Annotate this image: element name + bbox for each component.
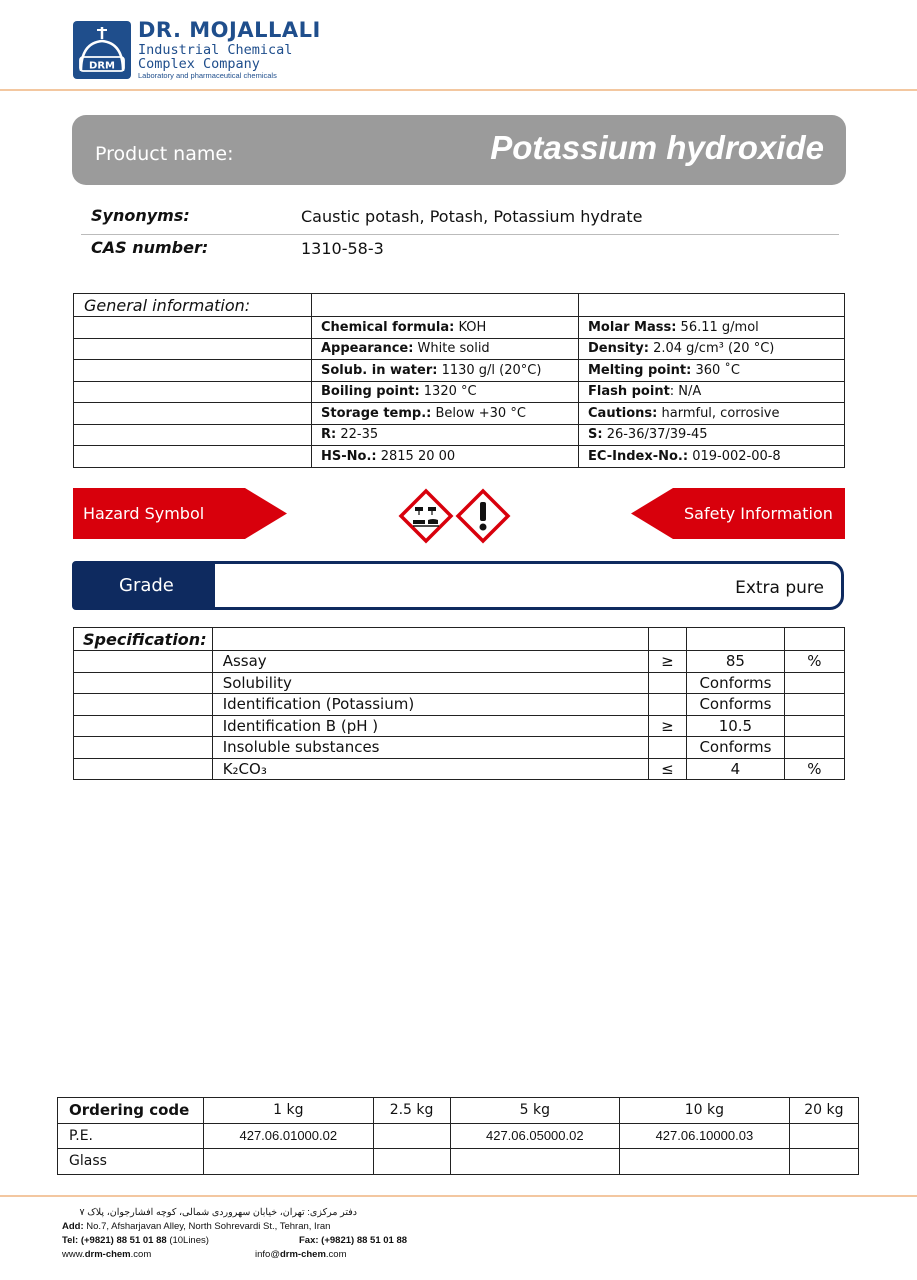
cas-label: CAS number:: [91, 238, 209, 257]
property-key: Density:: [588, 341, 649, 357]
table-row: [74, 338, 845, 360]
table-row: [74, 317, 845, 339]
company-tagline: Laboratory and pharmaceutical chemicals: [138, 71, 277, 80]
spec-operator: [648, 737, 687, 759]
spec-name: Solubility: [212, 672, 648, 694]
company-name: DR. MOJALLALI: [138, 18, 321, 42]
general-info-header: General information:: [74, 294, 312, 317]
safety-information-banner: [631, 488, 845, 539]
footer-divider: [0, 1195, 917, 1197]
header-divider: [0, 89, 917, 91]
specification-header: Specification:: [74, 628, 213, 651]
size-header: 1 kg: [204, 1098, 374, 1124]
table-row: [74, 694, 845, 716]
ordering-header-row: [58, 1098, 859, 1124]
spec-value: Conforms: [687, 694, 785, 716]
spec-value: 4: [687, 758, 785, 780]
specification-header-row: [74, 628, 845, 651]
spec-unit: [784, 694, 844, 716]
synonyms-divider: [81, 234, 839, 235]
spec-name: K₂CO₃: [212, 758, 648, 780]
table-row: [74, 403, 845, 425]
grade-label-block: [75, 564, 215, 607]
company-line-2: Complex Company: [138, 56, 260, 72]
table-row: [74, 424, 845, 446]
company-line-1: Industrial Chemical: [138, 42, 293, 58]
property-value: 1130 g/l (20°C): [437, 362, 542, 378]
property-value: 56.11 g/mol: [676, 319, 759, 335]
property-key: Chemical formula:: [321, 319, 455, 335]
footer-email[interactable]: info@drm-chem.com: [255, 1249, 347, 1260]
property-key: HS-No.:: [321, 448, 377, 464]
property-value: KOH: [454, 319, 487, 335]
packaging-label: P.E.: [58, 1123, 204, 1149]
property-value: 26-36/37/39-45: [602, 427, 708, 443]
hazard-symbol-banner: [73, 488, 287, 539]
spec-name: Assay: [212, 651, 648, 673]
product-banner: [72, 115, 846, 185]
property-value: : N/A: [669, 384, 702, 400]
safety-information-label: Safety Information: [684, 504, 833, 523]
order-code: 427.06.10000.03: [620, 1123, 790, 1149]
grade-bar: [72, 561, 844, 610]
cas-value: 1310-58-3: [301, 239, 384, 258]
table-row: [74, 446, 845, 468]
footer-address: Add: No.7, Afsharjavan Alley, North Sohrevardi St., Tehran, Iran: [62, 1221, 331, 1232]
spec-value: Conforms: [687, 672, 785, 694]
spec-operator: ≥: [648, 651, 687, 673]
order-code: [373, 1123, 450, 1149]
general-info-header-row: [74, 294, 845, 317]
spec-unit: [784, 715, 844, 737]
ordering-header: Ordering code: [58, 1098, 204, 1124]
order-code: [450, 1149, 620, 1175]
spec-value: 10.5: [687, 715, 785, 737]
grade-label: Grade: [119, 575, 174, 596]
order-code: 427.06.05000.02: [450, 1123, 620, 1149]
property-key: Cautions:: [588, 405, 658, 421]
flask-logo-icon: [73, 21, 131, 79]
property-key: Appearance:: [321, 341, 414, 357]
order-code: 427.06.01000.02: [204, 1123, 374, 1149]
footer-web[interactable]: www.drm-chem.com info@drm-chem.com: [62, 1249, 347, 1260]
table-row: [74, 737, 845, 759]
property-key: R:: [321, 427, 337, 443]
spec-operator: ≤: [648, 758, 687, 780]
property-key: Boiling point:: [321, 384, 420, 400]
spec-name: Identification B (pH ): [212, 715, 648, 737]
order-code: [620, 1149, 790, 1175]
table-row: [58, 1123, 859, 1149]
spec-value: Conforms: [687, 737, 785, 759]
product-name: Potassium hydroxide: [490, 129, 824, 166]
general-info-table: [73, 293, 845, 468]
corrosive-icon: [398, 488, 454, 544]
specification-table: [73, 627, 845, 780]
property-key: Melting point:: [588, 362, 692, 378]
spec-unit: %: [784, 651, 844, 673]
product-label: Product name:: [95, 143, 234, 165]
packaging-label: Glass: [58, 1149, 204, 1175]
order-code: [204, 1149, 374, 1175]
property-key: Storage temp.:: [321, 405, 432, 421]
order-code: [789, 1149, 858, 1175]
table-row: [74, 758, 845, 780]
synonyms-value: Caustic potash, Potash, Potassium hydrate: [301, 207, 643, 226]
footer-phone: Tel: (+9821) 88 51 01 88 (10Lines) Fax: (+9821) 88 51 01 88: [62, 1235, 408, 1246]
exclamation-icon: [455, 488, 511, 544]
property-value: harmful, corrosive: [657, 405, 780, 421]
size-header: 5 kg: [450, 1098, 620, 1124]
property-value: 1320 °C: [419, 384, 477, 400]
footer-fax: Fax: (+9821) 88 51 01 88: [299, 1235, 408, 1246]
spec-operator: [648, 672, 687, 694]
table-row: [74, 715, 845, 737]
property-value: 2.04 g/cm³ (20 °C): [648, 341, 775, 357]
table-row: [74, 651, 845, 673]
property-value: Below +30 °C: [431, 405, 526, 421]
property-key: EC-Index-No.:: [588, 448, 689, 464]
property-value: 2815 20 00: [376, 448, 456, 464]
spec-name: Identification (Potassium): [212, 694, 648, 716]
size-header: 20 kg: [789, 1098, 858, 1124]
property-value: 360 ˚C: [691, 362, 740, 378]
logo-text: DRM: [89, 60, 115, 72]
spec-unit: [784, 672, 844, 694]
property-key: Flash point: [588, 384, 670, 400]
spec-operator: ≥: [648, 715, 687, 737]
property-key: Molar Mass:: [588, 319, 677, 335]
property-key: Solub. in water:: [321, 362, 438, 378]
company-logo: [73, 21, 131, 79]
size-header: 2.5 kg: [373, 1098, 450, 1124]
company-brand: [138, 20, 321, 80]
size-header: 10 kg: [620, 1098, 790, 1124]
spec-value: 85: [687, 651, 785, 673]
order-code: [373, 1149, 450, 1175]
ordering-table: [57, 1097, 859, 1175]
grade-value: Extra pure: [735, 578, 824, 598]
table-row: [58, 1149, 859, 1175]
spec-unit: [784, 737, 844, 759]
spec-name: Insoluble substances: [212, 737, 648, 759]
property-value: White solid: [413, 341, 490, 357]
hazard-symbol-label: Hazard Symbol: [83, 504, 205, 523]
table-row: [74, 360, 845, 382]
property-value: 019-002-00-8: [688, 448, 781, 464]
spec-operator: [648, 694, 687, 716]
footer-address-persian: دفتر مرکزی: تهران، خیابان سهروردی شمالی، کوچه افشارجوان، پلاک ۷: [79, 1207, 357, 1218]
property-key: S:: [588, 427, 603, 443]
table-row: [74, 672, 845, 694]
order-code: [789, 1123, 858, 1149]
property-value: 22-35: [336, 427, 379, 443]
synonyms-label: Synonyms:: [91, 206, 190, 225]
table-row: [74, 381, 845, 403]
spec-unit: %: [784, 758, 844, 780]
